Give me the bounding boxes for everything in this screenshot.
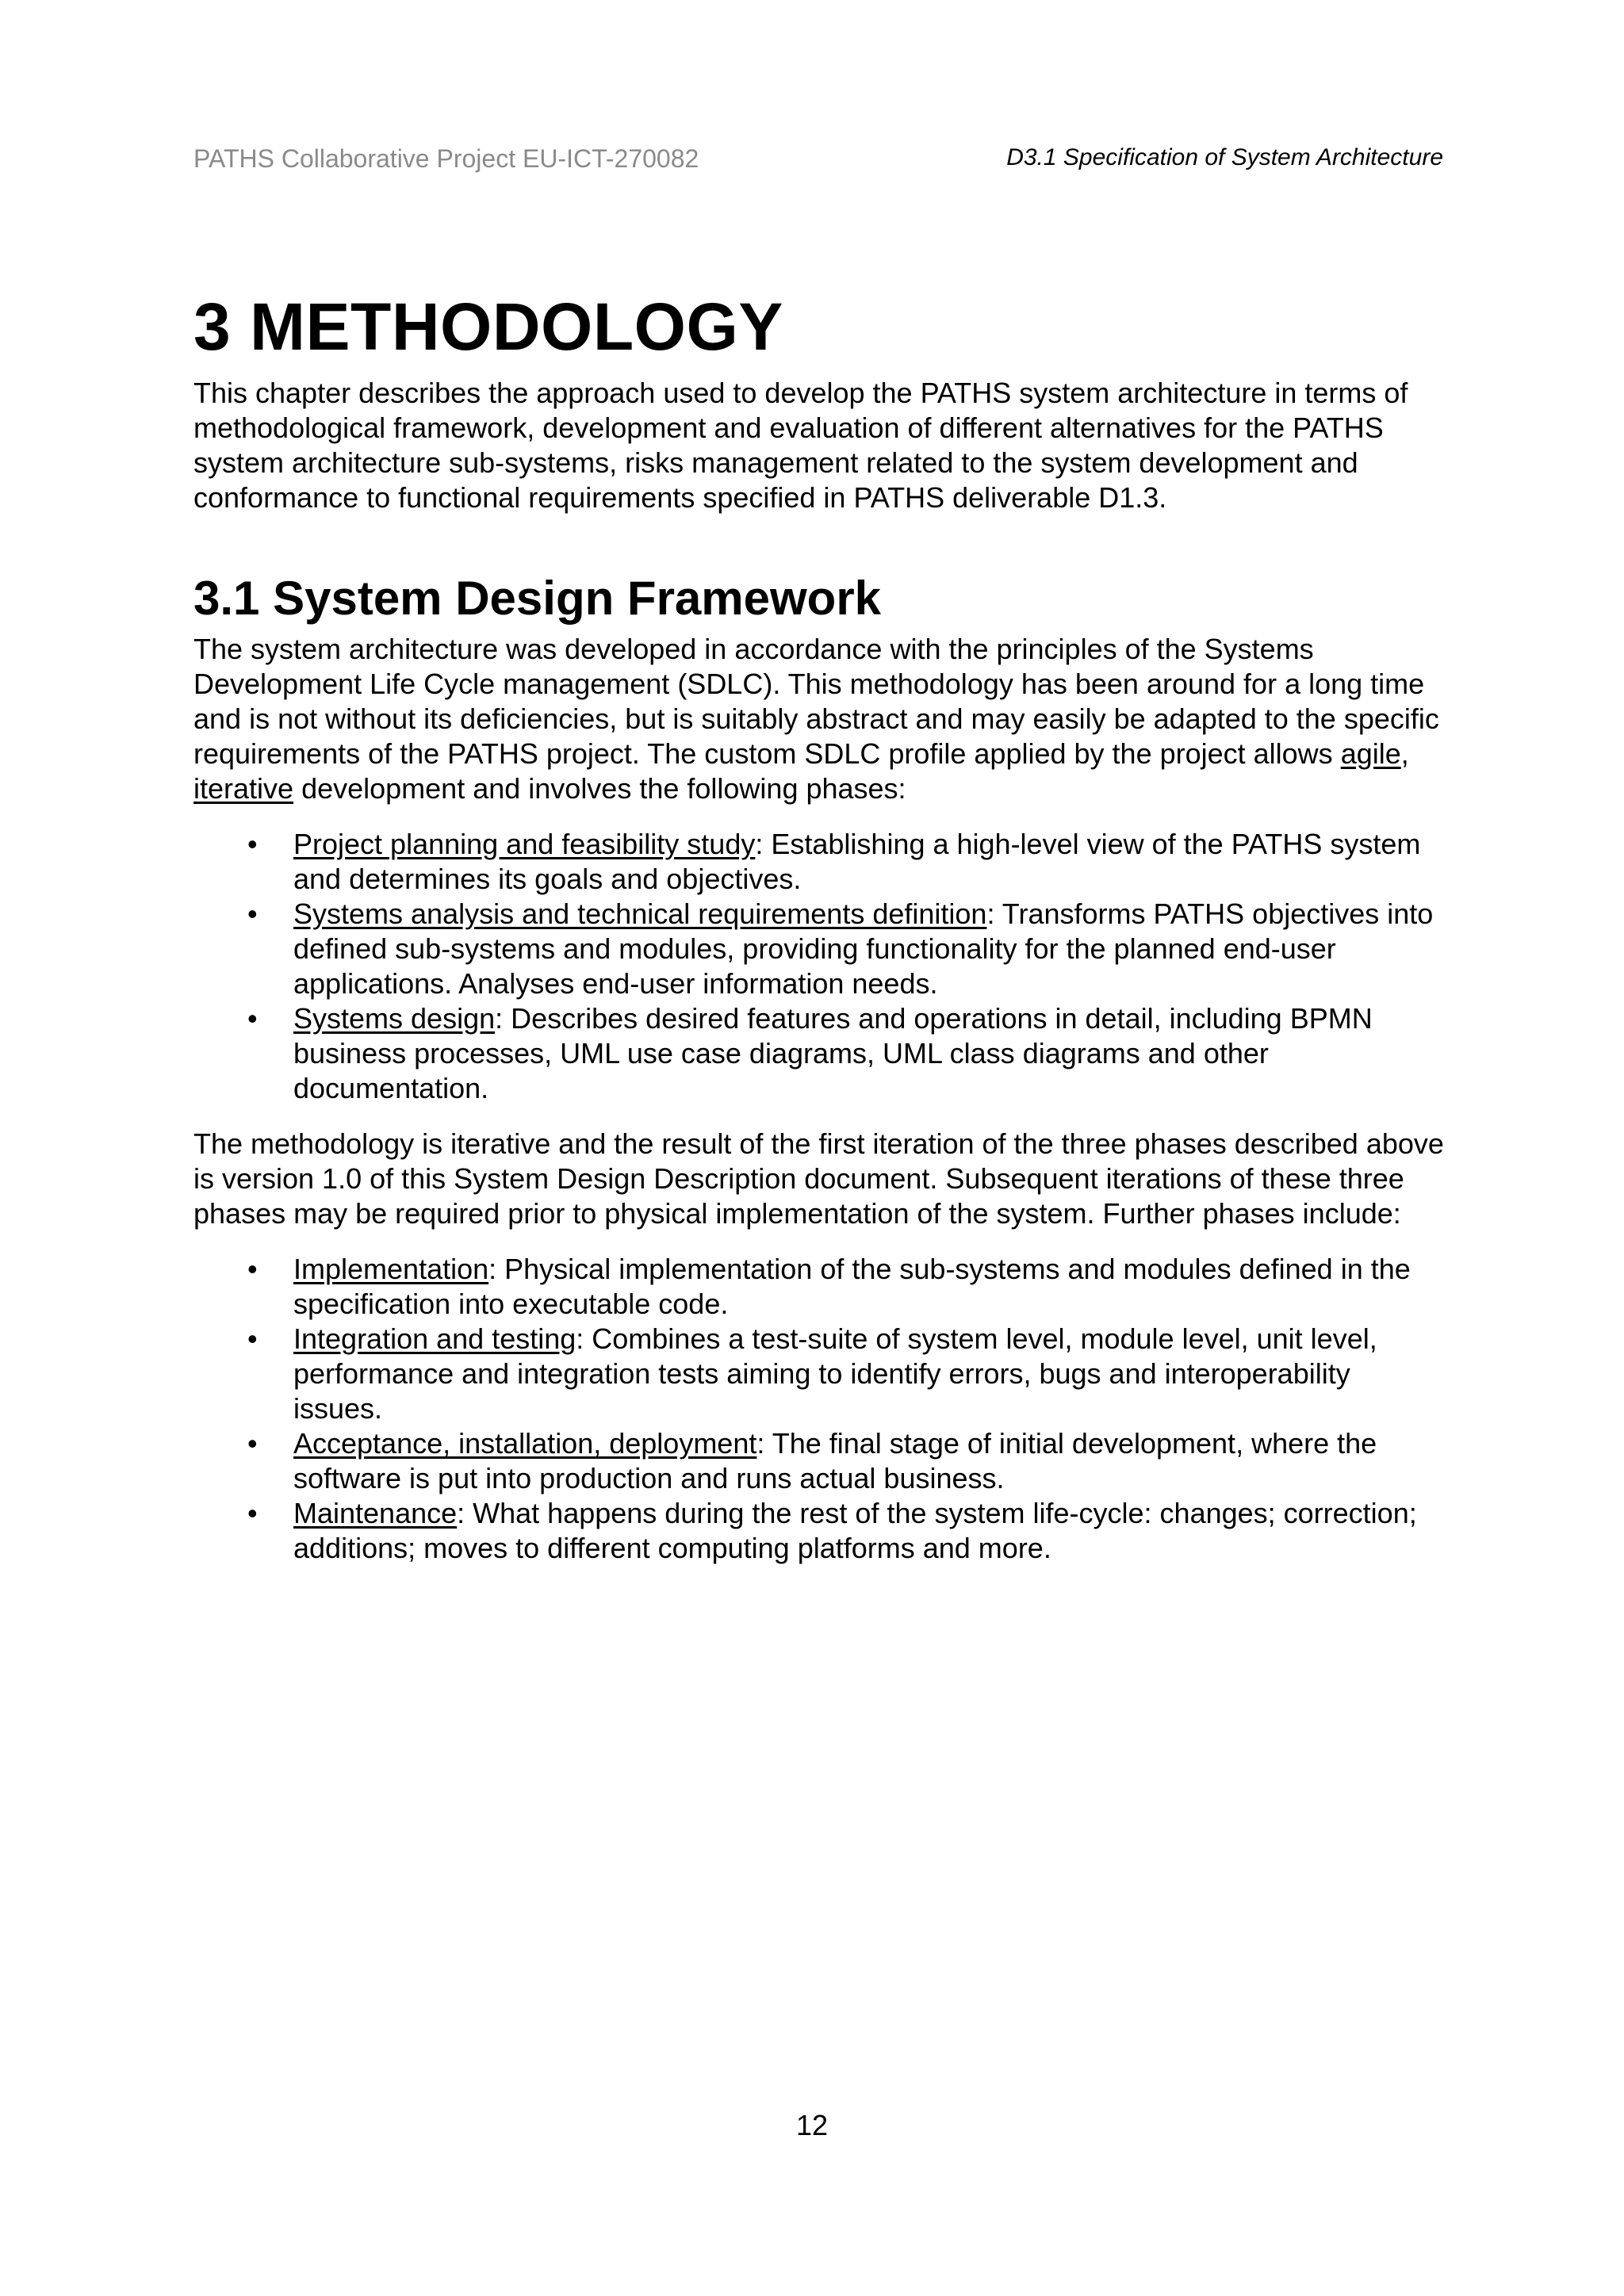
bullet-icon: • [247, 1002, 258, 1035]
phase-list-2 [193, 1252, 1446, 1566]
bullet-icon: • [247, 1497, 258, 1530]
phase-description: : Transforms PATHS objectives into defined sub-systems and modules, providing functionality for the planned end-user applications. Analyses end-user information needs. [293, 897, 1434, 1001]
section-title: 3.1 System Design Framework [193, 572, 882, 626]
bullet-icon: • [247, 828, 258, 861]
phase-term: Systems design [293, 1002, 496, 1035]
para1-comma: , [1400, 737, 1409, 771]
page-number: 12 [795, 2109, 829, 2141]
phase-description: : The final stage of initial development, where the software is put into production and runs actual business. [293, 1427, 1377, 1495]
phase-list-1 [193, 827, 1446, 1106]
agile-term: agile [1340, 737, 1401, 771]
phase-description: : What happens during the rest of the system life-cycle: changes; correction; additions; moves to different computing platforms and more. [293, 1497, 1417, 1565]
chapter-intro: This chapter describes the approach used to develop the PATHS system architecture in terms of methodological framework, development and evaluation of different alternatives for the PATHS system architecture sub-systems, risks management related to the system development and conformance to functional requirements specified in PATHS deliverable D1.3. [193, 377, 1408, 515]
para1-text: The system architecture was developed in accordance with the principles of the Systems Development Life Cycle management (SDLC). This methodology has been around for a long time and is not without its deficiencies, but is suitably abstract and may easily be adapted to the specific requirements of the PATHS project. The custom SDLC profile applied by the project allows [193, 633, 1439, 771]
phase-term: Systems analysis and technical requirements definition [293, 897, 987, 931]
list-item [193, 827, 1446, 897]
section-paragraph-1 [193, 632, 1446, 806]
phase-description: : Establishing a high-level view of the PATHS system and determines its goals and objectives. [293, 828, 1421, 896]
list-item [193, 1252, 1446, 1322]
list-item [193, 1001, 1446, 1106]
list-item [193, 1496, 1446, 1566]
phase-term: Integration and testing [293, 1322, 576, 1356]
bullet-icon: • [247, 897, 258, 931]
page-content [193, 290, 1446, 1586]
chapter-title: 3 METHODOLOGY [193, 289, 783, 364]
header-document-title: D3.1 Specification of System Architecture [1006, 144, 1443, 170]
phase-term: Project planning and feasibility study [293, 828, 756, 861]
header-project: PATHS Collaborative Project EU-ICT-270082 [193, 144, 699, 173]
phase-term: Implementation [293, 1253, 489, 1286]
phase-term: Maintenance [293, 1497, 458, 1530]
list-item [193, 897, 1446, 1001]
bullet-icon: • [247, 1427, 258, 1460]
para1-text-end: development and involves the following phases: [293, 772, 906, 806]
section-paragraph-2: The methodology is iterative and the result of the first iteration of the three phases described above is version 1.0 of this System Design Description document. Subsequent iterations of these three phases may be required prior to physical implementation of the system. Further phases include: [193, 1127, 1444, 1230]
bullet-icon: • [247, 1322, 258, 1356]
phase-term: Acceptance, installation, deployment [293, 1427, 757, 1460]
phase-description: : Combines a test-suite of system level, module level, unit level, performance and integration tests aiming to identify errors, bugs and interoperability issues. [293, 1322, 1377, 1425]
iterative-term: iterative [193, 772, 294, 806]
list-item [193, 1322, 1446, 1426]
phase-description: : Physical implementation of the sub-systems and modules defined in the specification into executable code. [293, 1253, 1411, 1321]
phase-description: : Describes desired features and operations in detail, including BPMN business processes, UML use case diagrams, UML class diagrams and other documentation. [293, 1002, 1373, 1105]
list-item [193, 1426, 1446, 1496]
bullet-icon: • [247, 1253, 258, 1286]
